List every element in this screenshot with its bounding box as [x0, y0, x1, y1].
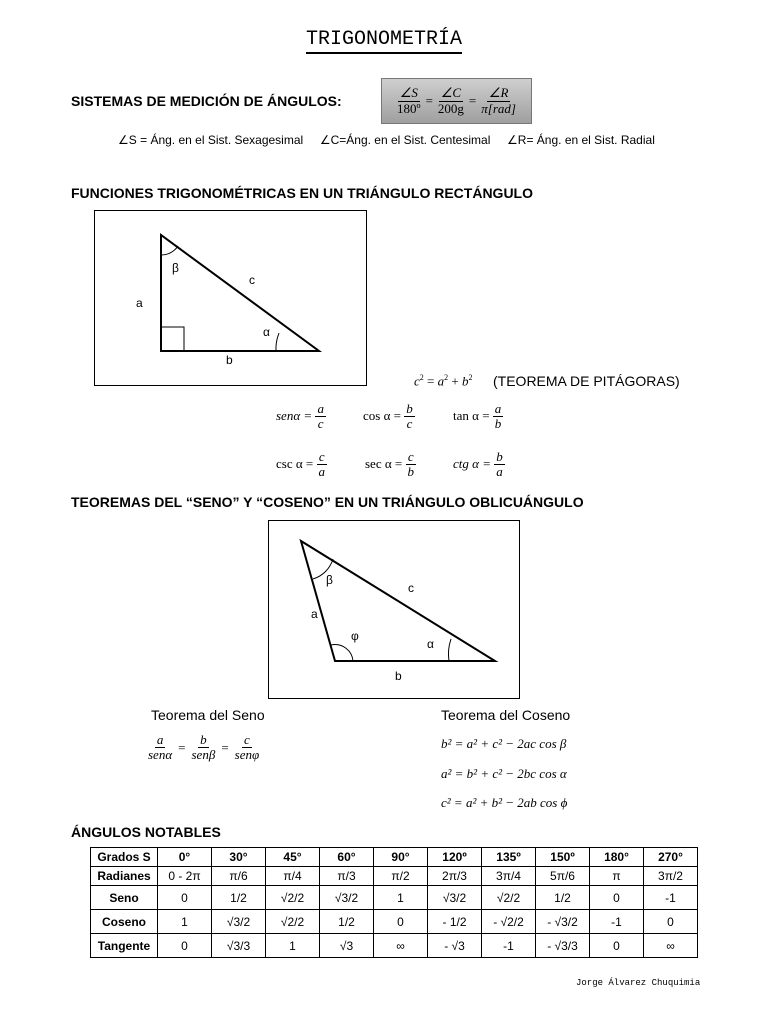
- function-sen: senα = $\frac{a}{c}$: [276, 401, 324, 432]
- function-cos: cos α = $\frac{b}{c}$: [363, 401, 413, 432]
- cosine-formula-c: c² = a² + b² − 2ab cos ϕ: [441, 795, 568, 810]
- cosine-formula-a: a² = b² + c² − 2bc cos α: [441, 766, 567, 781]
- notable-angles-table: [90, 847, 698, 958]
- label-alpha: α: [427, 637, 434, 651]
- table-row: Seno 0 1/2 √2/2 √3/2 1 √3/2 √2/2 1/2 0 -1: [91, 886, 698, 910]
- table-header-row: Grados S 0° 30° 45° 60° 90° 120º 135º 150º 180° 270°: [91, 848, 698, 867]
- section-heading-angle-systems: SISTEMAS DE MEDICIÓN DE ÁNGULOS:: [71, 93, 342, 109]
- sine-theorem-title: Teorema del Seno: [151, 707, 265, 723]
- label-c: c: [408, 581, 414, 595]
- label-b: b: [395, 669, 402, 683]
- table-row: Tangente 0 √3/3 1 √3 ∞ - √3 -1 - √3/3 0 ∞: [91, 934, 698, 958]
- oblique-triangle-figure: [268, 520, 520, 699]
- pythagoras-label: (TEOREMA DE PITÁGORAS): [493, 373, 680, 389]
- cosine-formula-b: b² = a² + c² − 2ac cos β: [441, 736, 567, 751]
- author-signature: Jorge Álvarez Chuquimia: [576, 978, 701, 988]
- section-heading-notable-angles: ÁNGULOS NOTABLES: [71, 824, 221, 840]
- right-triangle-figure: [94, 210, 367, 386]
- oblique-triangle-diagram: [269, 521, 519, 698]
- section-heading-oblique-triangle: TEOREMAS DEL “SENO” Y “COSENO” EN UN TRIÁNGULO OBLICUÁNGULO: [71, 494, 584, 510]
- section-heading-right-triangle: FUNCIONES TRIGONOMÉTRICAS EN UN TRIÁNGULO RECTÁNGULO: [71, 185, 533, 201]
- table-row: Coseno 1 √3/2 √2/2 1/2 0 - 1/2 - √2/2 - √3/2 -1 0: [91, 910, 698, 934]
- label-a: a: [136, 296, 143, 310]
- angle-systems-legend: ∠S = Áng. en el Sist. Sexagesimal ∠C=Áng. en el Sist. Centesimal ∠R= Áng. en el Sist. Radial: [118, 133, 655, 147]
- label-alpha: α: [263, 325, 270, 339]
- label-beta: β: [172, 261, 179, 275]
- table-row: Radianes 0 - 2π π/6 π/4 π/3 π/2 2π/3 3π/4 5π/6 π 3π/2: [91, 867, 698, 886]
- page-title: TRIGONOMETRÍA: [0, 28, 768, 51]
- angle-conversion-formula: $\frac{\angle S}{\text{180º}}$ = $\frac{\angle C}{200g}$ = $\frac{\angle R}{\text{π[rad]}}$: [381, 78, 532, 124]
- label-phi: φ: [351, 629, 359, 643]
- cosine-theorem-title: Teorema del Coseno: [441, 707, 571, 723]
- function-csc: csc α = $\frac{c}{a}$: [276, 449, 325, 480]
- sine-theorem-formula: $\frac{a}{\text{senα}}$ = $\frac{b}{\text{senβ}}$ = $\frac{c}{\text{senφ}}$: [148, 732, 260, 763]
- label-a: a: [311, 607, 318, 621]
- function-sec: sec α = $\frac{c}{b}$: [365, 449, 414, 480]
- label-b: b: [226, 353, 233, 367]
- label-beta: β: [326, 573, 333, 587]
- function-ctg: ctg α = $\frac{b}{a}$: [453, 449, 503, 480]
- label-c: c: [249, 273, 255, 287]
- pythagoras-formula: $c^2 = a^2 + b^2$: [414, 373, 473, 389]
- function-tan: tan α = $\frac{a}{b}$: [453, 401, 502, 432]
